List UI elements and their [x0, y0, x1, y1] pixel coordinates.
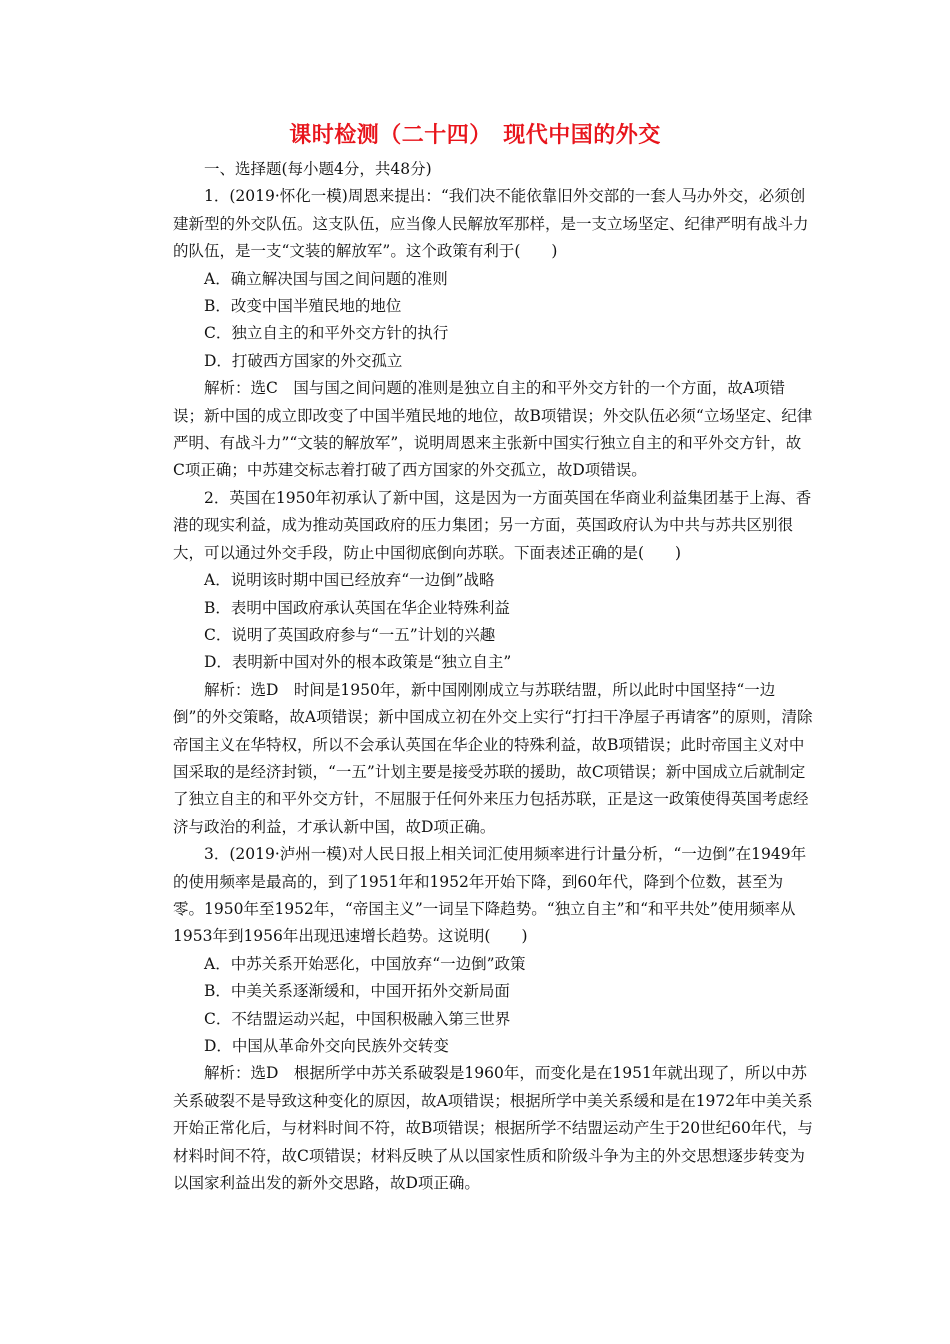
option-d: D．表明新中国对外的根本政策是“独立自主” — [204, 653, 512, 672]
question-analysis: 解析：选D 根据所学中苏关系破裂是1960年，而变化是在1951年就出现了，所以中苏关系破裂不是导致这种变化的原因，故A项错误；根据所学中美关系缓和是在1972年中美关系开始正常化后，与材料时间不符，故B项错误；根据所学不结盟运动产生于20世纪60年代，与材料时间不符，故C项错误；材料反映了从以国家性质和阶级斗争为主的外交思想逐步转变为以国家利益出发的新外交思路，故D项正确。 — [173, 1064, 813, 1193]
page-title: 课时检测（二十四） 现代中国的外交 — [289, 123, 661, 148]
question-stem: 1．(2019·怀化一模)周恩来提出：“我们决不能依靠旧外交部的一套人马办外交，必须创建新型的外交队伍。这支队伍，应当像人民解放军那样，是一支立场坚定、纪律严明有战斗力的队伍，是一支“文装的解放军”。这个政策有利于( ) — [173, 187, 809, 261]
option-c: C．独立自主的和平外交方针的执行 — [204, 324, 449, 343]
option-b: B．中美关系逐渐缓和，中国开拓外交新局面 — [204, 982, 510, 1001]
option-b: B．表明中国政府承认英国在华企业特殊利益 — [204, 598, 510, 617]
option-b: B．改变中国半殖民地的地位 — [204, 297, 402, 316]
question-stem: 2．英国在1950年初承认了新中国，这是因为一方面英国在华商业利益集团基于上海、香港的现实利益，成为推动英国政府的压力集团；另一方面，英国政府认为中共与苏共区别很大，可以通过外交手段，防止中国彻底倒向苏联。下面表述正确的是( ) — [173, 488, 812, 562]
option-d: D．打破西方国家的外交孤立 — [204, 351, 403, 370]
question-stem: 3．(2019·泸州一模)对人民日报上相关词汇使用频率进行计量分析，“一边倒”在1949年的使用频率是最高的，到了1951年和1952年开始下降，到60年代，降到个位数，甚至为零。1950年至1952年，“帝国主义”一词呈下降趋势。“独立自主”和“和平共处”使用频率从1953年到1956年出现迅速增长趋势。这说明( ) — [173, 845, 807, 946]
question-1 — [173, 183, 813, 484]
question-2 — [173, 485, 813, 841]
question-3 — [173, 841, 813, 1197]
question-analysis: 解析：选C 国与国之间问题的准则是独立自主的和平外交方针的一个方面，故A项错误；新中国的成立即改变了中国半殖民地的地位，故B项错误；外交队伍必须“立场坚定、纪律严明、有战斗力”“文装的解放军”，说明周恩来主张新中国实行独立自主的和平外交方针，故C项正确；中苏建交标志着打破了西方国家的外交孤立，故D项错误。 — [173, 379, 813, 480]
option-a: A．说明该时期中国已经放弃“一边倒”战略 — [204, 571, 495, 590]
option-c: C．说明了英国政府参与“一五”计划的兴趣 — [204, 625, 496, 644]
option-c: C．不结盟运动兴起，中国积极融入第三世界 — [204, 1009, 511, 1028]
option-d: D．中国从革命外交向民族外交转变 — [204, 1037, 449, 1055]
section-heading: 一、选择题(每小题4分，共48分) — [204, 160, 432, 178]
option-a: A．中苏关系开始恶化，中国放弃“一边倒”政策 — [204, 954, 526, 973]
question-analysis: 解析：选D 时间是1950年，新中国刚刚成立与苏联结盟，所以此时中国坚持“一边倒”的外交策略，故A项错误；新中国成立初在外交上实行“打扫干净屋子再请客”的原则，清除帝国主义在华特权，所以不会承认英国在华企业的特殊利益，故B项错误；此时帝国主义对中国采取的是经济封锁，“一五”计划主要是接受苏联的援助，故C项错误；新中国成立后就制定了独立自主的和平外交方针，不屈服于任何外来压力包括苏联，正是这一政策使得英国考虑经济与政治的利益，才承认新中国，故D项正确。 — [173, 680, 813, 836]
document-body — [173, 156, 813, 1197]
option-a: A．确立解决国与国之间问题的准则 — [204, 269, 448, 288]
